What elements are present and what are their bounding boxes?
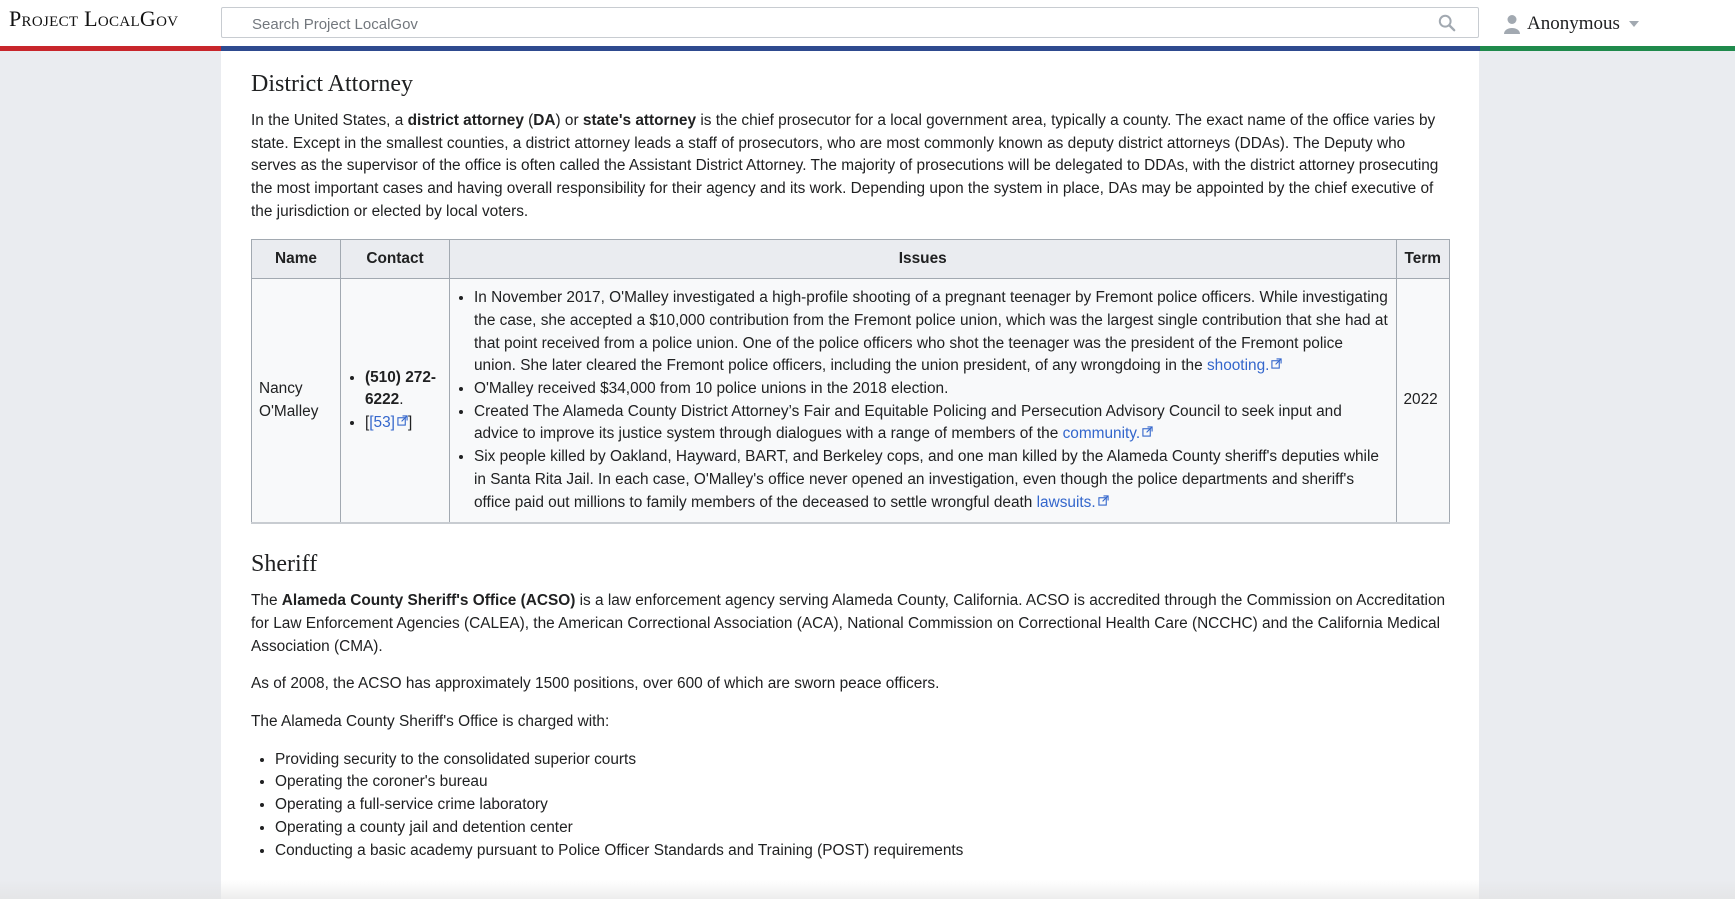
issue-text: Created The Alameda County District Attorney’s Fair and Equitable Policing and Persecution Advisory Council to seek input and advice to improve its justice system through dialogues with a range of members of the [474, 402, 1342, 443]
text-run: ) or [555, 112, 583, 129]
contact-ref-item [365, 412, 442, 435]
site-logo[interactable]: Project LocalGov [9, 6, 179, 31]
magnifier-icon[interactable] [1438, 14, 1456, 32]
text-run: In the United States, a [251, 112, 408, 129]
phone-number: (510) 272-6222 [365, 368, 437, 409]
issue-source-link[interactable] [1037, 494, 1109, 511]
issue-source-link[interactable] [1207, 357, 1282, 374]
external-link-icon [1142, 426, 1153, 437]
issue-text: Six people killed by Oakland, Hayward, BART, and Berkeley cops, and one man killed by the Alameda County sheriff's deputies while in Santa Rita Jail. In each case, O'Malley's office never opened an investigation, even though the police departments and sheriff's office paid out millions to family members of the deceased to settle wrongful death [474, 448, 1379, 511]
section-heading-district-attorney: District Attorney [251, 71, 413, 97]
bold-term: Alameda County Sheriff's Office (ACSO) [281, 592, 576, 610]
list-item: • Conducting a basic academy pursuant to Police Officer Standards and Training (POST) requirements [275, 840, 1449, 863]
text-run: is the chief prosecutor for a local government area, typically a county. The exact name of the office varies by state. Except in the smallest counties, a district attorney leads a staff of prosecutors, who are most commonly known as deputy district attorneys (DDAs). The Deputy who serves as the supervisor of the office is often called the Assistant District Attorney. The majority of prosecutions will be delegated to DDAs, with the district attorney prosecuting the most important cases and having overall responsibility for their agency and its work. Depending upon the system in place, DAs may be appointed by the chief executive of the jurisdiction or elected by local voters. [251, 112, 1439, 220]
issue-text: In November 2017, O'Malley investigated a high-profile shooting of a pregnant teenager by Fremont police officers. While investigating the case, she accepted a $10,000 contribution from the Fremont police union, which was the largest single contribution that she had at that point received from a police union. One of the police officers who shot the teenager was the president of the Fremont police union. She later cleared the Fremont police officers, including the union president, of any wrongdoing in the [474, 289, 1388, 375]
bold-term: district attorney [407, 112, 524, 129]
external-link-icon [1098, 495, 1109, 506]
da-intro-paragraph [251, 110, 1449, 224]
search-box[interactable] [221, 7, 1479, 38]
text-run: is a law enforcement agency serving Alameda County, California. ACSO is accredited through the Commission on Accreditation for Law Enforcement Agencies (CALEA), the American Correctional Association (ACA), National Commission on Correctional Health Care (NCCHC) and the California Medical Association (CMA). [251, 592, 1446, 655]
column-header-issues: Issues [450, 239, 1397, 279]
text-run: The [251, 592, 282, 610]
phone-suffix: . [399, 391, 404, 409]
column-header-term: Term [1396, 239, 1450, 279]
external-link-icon [397, 415, 408, 426]
search-input[interactable] [250, 13, 1404, 35]
cell-name: Nancy O'Malley [252, 279, 341, 524]
table-row [252, 279, 1450, 524]
cell-term: 2022 [1396, 279, 1450, 524]
user-label[interactable]: Anonymous [1527, 13, 1620, 34]
external-link-icon [1271, 358, 1282, 369]
sheriff-duties-intro: The Alameda County Sheriff's Office is charged with: [251, 713, 610, 731]
color-bar-green [1480, 46, 1735, 51]
list-item: • Operating a full-service crime laboratory [275, 794, 1449, 817]
top-bar [0, 0, 1735, 48]
column-header-contact: Contact [341, 239, 450, 279]
chevron-down-icon[interactable] [1629, 21, 1639, 27]
issue-item [474, 378, 1389, 401]
issue-item [474, 401, 1389, 446]
reference-link-53[interactable] [369, 414, 408, 431]
issue-text: O'Malley received $34,000 from 10 police unions in the 2018 election. [474, 380, 949, 398]
sheriff-intro-paragraph [251, 590, 1449, 658]
color-bar-red [0, 46, 221, 51]
sheriff-duties-list [251, 749, 1449, 863]
district-attorney-table [251, 239, 1450, 525]
bold-term: DA [533, 112, 556, 129]
issue-item [474, 287, 1389, 378]
contact-phone-item [365, 367, 442, 412]
main-content [221, 51, 1479, 899]
issue-link-text: community. [1062, 425, 1141, 443]
person-icon [1504, 14, 1520, 34]
table-header-row [252, 239, 1450, 279]
cell-contact [341, 279, 450, 524]
column-header-name: Name [252, 239, 341, 279]
issue-link-text: shooting. [1206, 357, 1270, 375]
text-run: ( [523, 112, 534, 129]
ref-close-bracket: ] [407, 414, 413, 432]
issue-source-link[interactable] [1063, 425, 1154, 442]
bold-term: state's attorney [582, 112, 697, 129]
user-menu[interactable] [1504, 13, 1639, 35]
list-item: • Providing security to the consolidated superior courts [275, 749, 1449, 772]
list-item: • Operating the coroner's bureau [275, 771, 1449, 794]
ref-open-bracket: [ [365, 414, 370, 432]
cell-issues [450, 279, 1397, 524]
reference-link-text: [53] [369, 414, 395, 432]
sheriff-positions-paragraph: As of 2008, the ACSO has approximately 1500 positions, over 600 of which are sworn peace officers. [251, 675, 940, 693]
issue-link-text: lawsuits. [1036, 493, 1096, 511]
issue-item [474, 446, 1389, 514]
section-heading-sheriff: Sheriff [251, 551, 318, 578]
list-item: • Operating a county jail and detention center [275, 817, 1449, 840]
